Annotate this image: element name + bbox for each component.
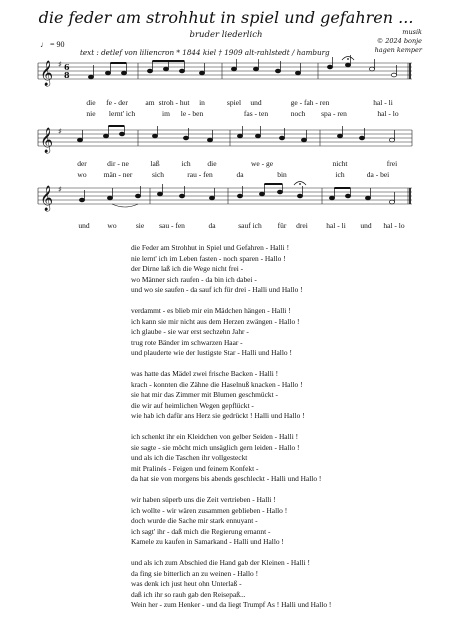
lyric-syllable: sau - fen [159,221,185,230]
poem-line: sie sagte - sie möcht mich unsäglich gern leiden - Hallo ! [131,442,300,452]
poem-line: und als ich die Taschen ihr vollgesteckt [131,453,248,462]
lyric-syllable: in [199,98,205,107]
lyric-syllable: und [360,221,372,230]
lyric-syllable: le - ben [180,109,204,118]
lyric-syllable: für [277,221,287,230]
lyric-syllable: stroh - hut [158,98,190,107]
song-subtitle: bruder liederlich [189,30,263,40]
lyric-syllable: nie [86,109,96,118]
poem-line: und plauderte wie der lustigste Star - Halli und Hallo ! [131,348,292,357]
lyric-syllable: wo [77,170,87,179]
poem-stanza [131,558,431,611]
poem-line: die Feder am Strohhut in Spiel und Gefahren - Halli ! [131,243,290,252]
lyric-syllable: und [250,98,262,107]
song-title: die feder am strohhut in spiel und gefahren ... [38,8,414,27]
lyric-syllable: rau - fen [187,170,213,179]
composer-credit [375,28,422,55]
lyric-syllable: dir - ne [107,159,129,168]
lyric-syllable: da [208,221,216,230]
lyric-syllable: noch [290,109,306,118]
poem-line: verdammt - es blieb mir ein Mädchen hängen - Halli ! [131,306,291,315]
lyricist-credit: text : detlef von liliencron * 1844 kiel † 1909 alt-rahlstedt / hamburg [80,48,330,57]
lyric-syllable: die [207,159,217,168]
poem-line: Wein her - zum Henker - und da liegt Trumpf As ! Halli und Hallo ! [131,600,332,609]
poem-line: ich glaube - sie war erst sechzehn Jahr - [131,327,249,336]
sharp-icon: ♯ [58,127,62,136]
lyric-syllable: lernt' ich [108,109,136,118]
time-signature: 8 [64,70,70,80]
lyric-syllable: wo [107,221,117,230]
poem-line: da fing sie bitterlich an zu weinen - Hallo ! [131,568,259,578]
poem-line: doch wurde die Sache mir stark ennuyant - [131,516,258,525]
poem-line: und als ich zum Abschied die Hand gab der Kleinen - Halli ! [131,558,310,567]
lyric-syllable: am [145,98,155,107]
poem-line: was denk ich just heut ohn Unterlaß - [131,579,242,588]
poem-line: was hatte das Mädel zwei frische Backen - Halli ! [131,369,279,378]
poem-line: wie hab ich dafür ans Herz sie gedrückt ! Halli und Hallo ! [131,411,305,420]
lyric-syllable: sich [151,170,165,179]
poem-line: wir haben süperb uns die Zeit vertrieben - Halli ! [131,495,276,504]
poem-line: und wo sie saufen - da sauf ich für drei - Halli und Hallo ! [131,285,303,294]
composer-line: musik [402,28,422,36]
poem-line: ich sagt' ihr - daß mich die Regierung ernannt - [131,526,271,536]
lyrics-line [0,109,452,121]
lyric-syllable: die [86,98,96,107]
poem-line: da hat sie von morgens bis abends geschleckt - Halli und Hallo ! [131,474,322,483]
lyrics-line [0,221,452,233]
lyric-syllable: ich [335,170,345,179]
music-staff-2 [0,122,452,158]
sharp-icon: ♯ [58,60,62,69]
poem-line: sie hat mir das Zimmer mit Blumen geschmückt - [131,390,278,399]
poem-line: die wir auf heimlichen Wegen gepflückt - [131,400,254,410]
lyric-syllable: drei [296,221,308,230]
sharp-icon: ♯ [58,185,62,194]
poem-line: ich kann sie mir nicht aus dem Herzen zwängen - Hallo ! [131,316,300,326]
poem-stanza [131,306,431,359]
poem-line: daß ich ihr so rauh gab den Reisepaß... [131,589,246,599]
poem-line: mit Pralinés - Feigen und feinem Konfekt - [131,463,259,473]
composer-line: © 2024 bonje [376,37,422,45]
lyric-syllable: fe - der [106,98,128,107]
lyric-syllable: bin [277,170,287,179]
lyric-syllable: spa - ren [321,109,347,118]
lyric-syllable: im [162,109,170,118]
poem-line: wo Männer sich raufen - da bin ich dabei - [131,274,257,284]
lyric-syllable: ich [181,159,191,168]
lyric-syllable: hal - li [373,98,393,107]
poem-stanza [131,432,431,485]
lyric-syllable: sauf ich [238,221,262,230]
tempo-marking: ♩ = 90 [40,40,65,49]
lyric-syllable: we - ge [250,159,274,168]
treble-clef-icon: 𝄞 [40,128,54,153]
lyric-syllable: nicht [332,159,348,168]
lyric-syllable: hal - lo [377,109,399,118]
time-signature: 6 [64,62,70,72]
lyric-syllable: fas - ten [243,109,269,118]
lyric-syllable: män - ner [103,170,133,179]
lyric-syllable: und [78,221,90,230]
lyric-syllable: da [236,170,244,179]
composer-line: hagen kemper [374,46,422,54]
poem-line: nie lernt' ich im Leben fasten - noch sparen - Hallo ! [131,253,286,263]
poem-line: ich wollte - wir wären zusammen geblieben - Hallo ! [131,505,288,515]
poem-stanza [131,495,431,548]
poem-stanza [131,243,431,296]
lyric-syllable: da - bei [366,170,390,179]
treble-clef-icon: 𝄞 [40,61,54,86]
tie-arc [112,204,138,207]
lyric-syllable: der [77,159,87,168]
lyric-syllable: spiel [226,98,242,107]
music-staff-3 [0,178,452,220]
poem-line: ich schenkt ihr ein Kleidchen von gelber Seiden - Halli ! [131,432,299,441]
poem-text [131,243,431,621]
poem-line: Kamele zu kaufen in Samarkand - Halli und Hallo ! [131,537,284,546]
poem-line: der Dirne laß ich die Wege nicht frei - [131,264,244,273]
lyric-syllable: hal - li [326,221,346,230]
poem-stanza [131,369,431,422]
lyric-syllable: sie [135,221,145,230]
lyric-syllable: ge - fah - ren [290,98,330,107]
poem-line: krach - konnten die Zähne die Haselnuß knacken - Hallo ! [131,379,303,389]
lyric-syllable: hal - lo [383,221,405,230]
lyric-syllable: frei [386,159,398,168]
poem-line: trug rote Bänder im schwarzen Haar - [131,337,243,347]
lyric-syllable: laß [150,159,160,168]
treble-clef-icon: 𝄞 [40,186,54,211]
